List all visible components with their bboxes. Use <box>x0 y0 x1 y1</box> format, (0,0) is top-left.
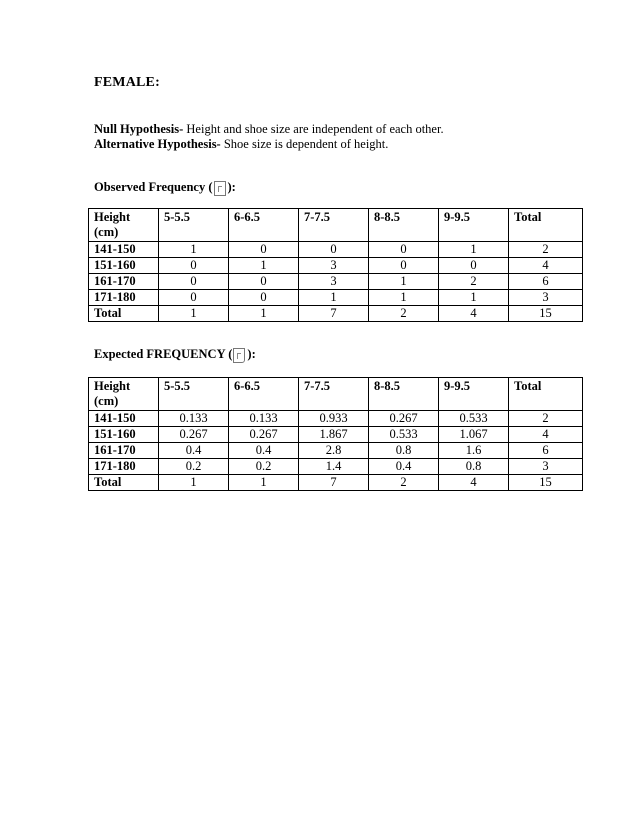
column-header: 9-9.5 <box>439 209 509 242</box>
table-cell: 1.067 <box>439 427 509 443</box>
column-header: Height (cm) <box>89 378 159 411</box>
column-header: Height (cm) <box>89 209 159 242</box>
alternative-hypothesis-label: Alternative Hypothesis- <box>94 137 221 151</box>
table-cell: 2 <box>439 274 509 290</box>
table-cell: 0.4 <box>159 443 229 459</box>
observed-caption-suffix: ): <box>227 180 236 194</box>
table-row <box>89 459 583 475</box>
table-cell: 4 <box>439 306 509 322</box>
null-hypothesis-label: Null Hypothesis- <box>94 122 184 136</box>
table-cell: 0.4 <box>229 443 299 459</box>
table-cell: 2 <box>509 242 583 258</box>
table-cell: 1 <box>159 242 229 258</box>
expected-frequency-caption <box>94 347 256 362</box>
table-cell: 0.4 <box>369 459 439 475</box>
table-cell: 0 <box>229 242 299 258</box>
table-cell: 0.8 <box>439 459 509 475</box>
table-cell: 0 <box>229 274 299 290</box>
table-row <box>89 274 583 290</box>
table-cell: 0.533 <box>369 427 439 443</box>
table-row <box>89 427 583 443</box>
row-label: Total <box>89 306 159 322</box>
row-label: 171-180 <box>89 459 159 475</box>
table-cell: 0.933 <box>299 411 369 427</box>
observed-symbol-icon <box>214 181 226 196</box>
table-cell: 0.133 <box>159 411 229 427</box>
row-label: 161-170 <box>89 274 159 290</box>
observed-caption-text: Observed Frequency ( <box>94 180 213 194</box>
table-header-row <box>89 378 583 411</box>
column-header: Total <box>509 378 583 411</box>
table-cell: 1 <box>229 306 299 322</box>
table-cell: 6 <box>509 274 583 290</box>
table-cell: 0 <box>299 242 369 258</box>
table-cell: 0.267 <box>369 411 439 427</box>
table-cell: 7 <box>299 475 369 491</box>
table-cell: 3 <box>299 258 369 274</box>
table-cell: 1 <box>299 290 369 306</box>
null-hypothesis <box>94 121 444 137</box>
table-cell: 4 <box>509 258 583 274</box>
row-label: 141-150 <box>89 242 159 258</box>
table-cell: 0 <box>159 258 229 274</box>
table-cell: 1.867 <box>299 427 369 443</box>
table-cell: 4 <box>509 427 583 443</box>
expected-symbol-icon <box>233 348 245 363</box>
table-cell: 1 <box>439 242 509 258</box>
table-cell: 1 <box>229 258 299 274</box>
null-hypothesis-text: Height and shoe size are independent of each other. <box>183 122 444 136</box>
column-header: Total <box>509 209 583 242</box>
column-header: 8-8.5 <box>369 378 439 411</box>
table-cell: 0.267 <box>159 427 229 443</box>
table-cell: 0.533 <box>439 411 509 427</box>
table-cell: 3 <box>299 274 369 290</box>
table-cell: 1 <box>439 290 509 306</box>
table-cell: 4 <box>439 475 509 491</box>
table-cell: 0.267 <box>229 427 299 443</box>
table-cell: 0.2 <box>229 459 299 475</box>
table-cell: 0 <box>159 274 229 290</box>
column-header: 6-6.5 <box>229 378 299 411</box>
table-row <box>89 306 583 322</box>
table-row <box>89 443 583 459</box>
expected-caption-suffix: ): <box>247 347 256 361</box>
table-cell: 6 <box>509 443 583 459</box>
table-cell: 2 <box>369 306 439 322</box>
table-row <box>89 475 583 491</box>
table-cell: 15 <box>509 306 583 322</box>
column-header: 5-5.5 <box>159 378 229 411</box>
table-cell: 2 <box>369 475 439 491</box>
row-label: 171-180 <box>89 290 159 306</box>
table-cell: 0.2 <box>159 459 229 475</box>
table-cell: 2 <box>509 411 583 427</box>
expected-frequency-table <box>88 377 583 491</box>
column-header: 7-7.5 <box>299 209 369 242</box>
table-row <box>89 411 583 427</box>
row-label: 151-160 <box>89 258 159 274</box>
table-cell: 15 <box>509 475 583 491</box>
alternative-hypothesis-text: Shoe size is dependent of height. <box>220 137 389 151</box>
observed-frequency-table <box>88 208 583 322</box>
table-cell: 0 <box>439 258 509 274</box>
section-heading: FEMALE: <box>94 75 160 90</box>
column-header: 5-5.5 <box>159 209 229 242</box>
column-header: 9-9.5 <box>439 378 509 411</box>
table-cell: 0 <box>229 290 299 306</box>
table-cell: 0 <box>159 290 229 306</box>
table-cell: 1 <box>369 274 439 290</box>
row-label: 161-170 <box>89 443 159 459</box>
table-cell: 0 <box>369 242 439 258</box>
column-header: 6-6.5 <box>229 209 299 242</box>
table-cell: 0.8 <box>369 443 439 459</box>
row-label: Total <box>89 475 159 491</box>
row-label: 141-150 <box>89 411 159 427</box>
row-label: 151-160 <box>89 427 159 443</box>
table-row <box>89 258 583 274</box>
table-cell: 0 <box>369 258 439 274</box>
table-row <box>89 242 583 258</box>
alternative-hypothesis <box>94 136 388 152</box>
table-row <box>89 290 583 306</box>
table-header-row <box>89 209 583 242</box>
table-cell: 1 <box>369 290 439 306</box>
expected-caption-text: Expected FREQUENCY ( <box>94 347 233 361</box>
table-cell: 1 <box>159 475 229 491</box>
observed-frequency-caption <box>94 180 236 195</box>
table-cell: 3 <box>509 459 583 475</box>
table-cell: 0.133 <box>229 411 299 427</box>
table-cell: 1 <box>159 306 229 322</box>
table-cell: 3 <box>509 290 583 306</box>
column-header: 8-8.5 <box>369 209 439 242</box>
table-cell: 1 <box>229 475 299 491</box>
table-cell: 1.4 <box>299 459 369 475</box>
table-cell: 7 <box>299 306 369 322</box>
column-header: 7-7.5 <box>299 378 369 411</box>
table-cell: 1.6 <box>439 443 509 459</box>
table-cell: 2.8 <box>299 443 369 459</box>
